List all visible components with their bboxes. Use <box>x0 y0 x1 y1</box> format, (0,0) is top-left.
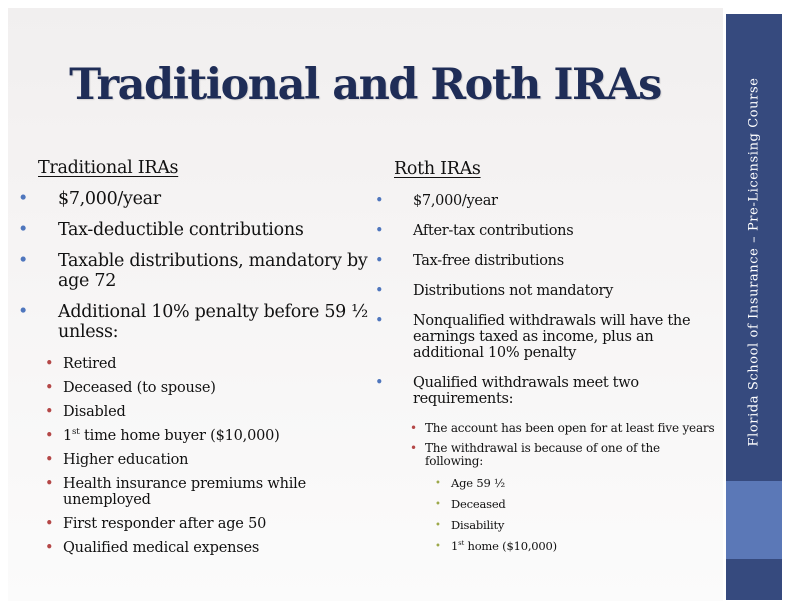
roth-ira-column <box>394 159 719 553</box>
roth-bullet-nonqualified: • Nonqualified withdrawals will have the earnings taxed as income, plus an additional 10% penalty <box>394 313 719 361</box>
reason-age: • Age 59 ½ <box>421 477 719 490</box>
sidebar-accent-block <box>726 481 782 559</box>
exception-deceased: • Deceased (to spouse) <box>39 380 368 396</box>
reason-deceased: • Deceased <box>421 498 719 511</box>
traditional-bullet-deductible: • Tax-deductible contributions <box>38 220 368 240</box>
exception-first-time-home-buyer: • 1st time home buyer ($10,000) <box>39 428 368 444</box>
reason-first-home: • 1st home ($10,000) <box>421 540 719 553</box>
traditional-ira-column <box>38 158 368 556</box>
exception-disabled: • Disabled <box>39 404 368 420</box>
exception-retired: • Retired <box>39 356 368 372</box>
roth-bullet-not-mandatory: • Distributions not mandatory <box>394 283 719 299</box>
exception-medical-expenses: • Qualified medical expenses <box>39 540 368 556</box>
roth-ira-heading: Roth IRAs <box>394 159 481 179</box>
sidebar-course-label: Florida School of Insurance – Pre-Licensing Course <box>746 77 762 447</box>
roth-bullet-qualified: • Qualified withdrawals meet two requirements: • The account has been open for at least five years • The withdrawal is because of one of the following: • Age 59 ½ • Deceased • Disability • 1st home ($10,000) <box>394 375 719 553</box>
roth-ira-list <box>394 193 719 553</box>
roth-bullet-contribution-limit: • $7,000/year <box>394 193 719 209</box>
traditional-bullet-distributions: • Taxable distributions, mandatory by age 72 <box>38 251 368 291</box>
roth-bullet-after-tax: • After-tax contributions <box>394 223 719 239</box>
traditional-bullet-contribution-limit: • $7,000/year <box>38 189 368 209</box>
qualified-requirements-list <box>413 422 719 553</box>
roth-bullet-tax-free: • Tax-free distributions <box>394 253 719 269</box>
traditional-bullet-penalty: • Additional 10% penalty before 59 ½ unless: • Retired • Deceased (to spouse) • Disabled • 1st time home buyer ($10,000) • Higher education • Health insurance premiums while unemployed • First responder after age 50 • Qualified medical expenses <box>38 302 368 556</box>
requirement-five-years: • The account has been open for at least five years <box>399 422 719 436</box>
requirement-withdrawal-reason: • The withdrawal is because of one of the following: • Age 59 ½ • Deceased • Disability • 1st home ($10,000) <box>399 442 719 553</box>
exception-higher-education: • Higher education <box>39 452 368 468</box>
penalty-exceptions-list <box>58 356 368 556</box>
exception-health-insurance: • Health insurance premiums while unemployed <box>39 476 368 508</box>
exception-first-responder: • First responder after age 50 <box>39 516 368 532</box>
reason-disability: • Disability <box>421 519 719 532</box>
slide-title: Traditional and Roth IRAs <box>69 60 661 110</box>
traditional-ira-heading: Traditional IRAs <box>38 158 179 178</box>
withdrawal-reasons-list <box>425 477 719 553</box>
sidebar-band <box>726 14 782 600</box>
traditional-ira-list <box>38 189 368 556</box>
